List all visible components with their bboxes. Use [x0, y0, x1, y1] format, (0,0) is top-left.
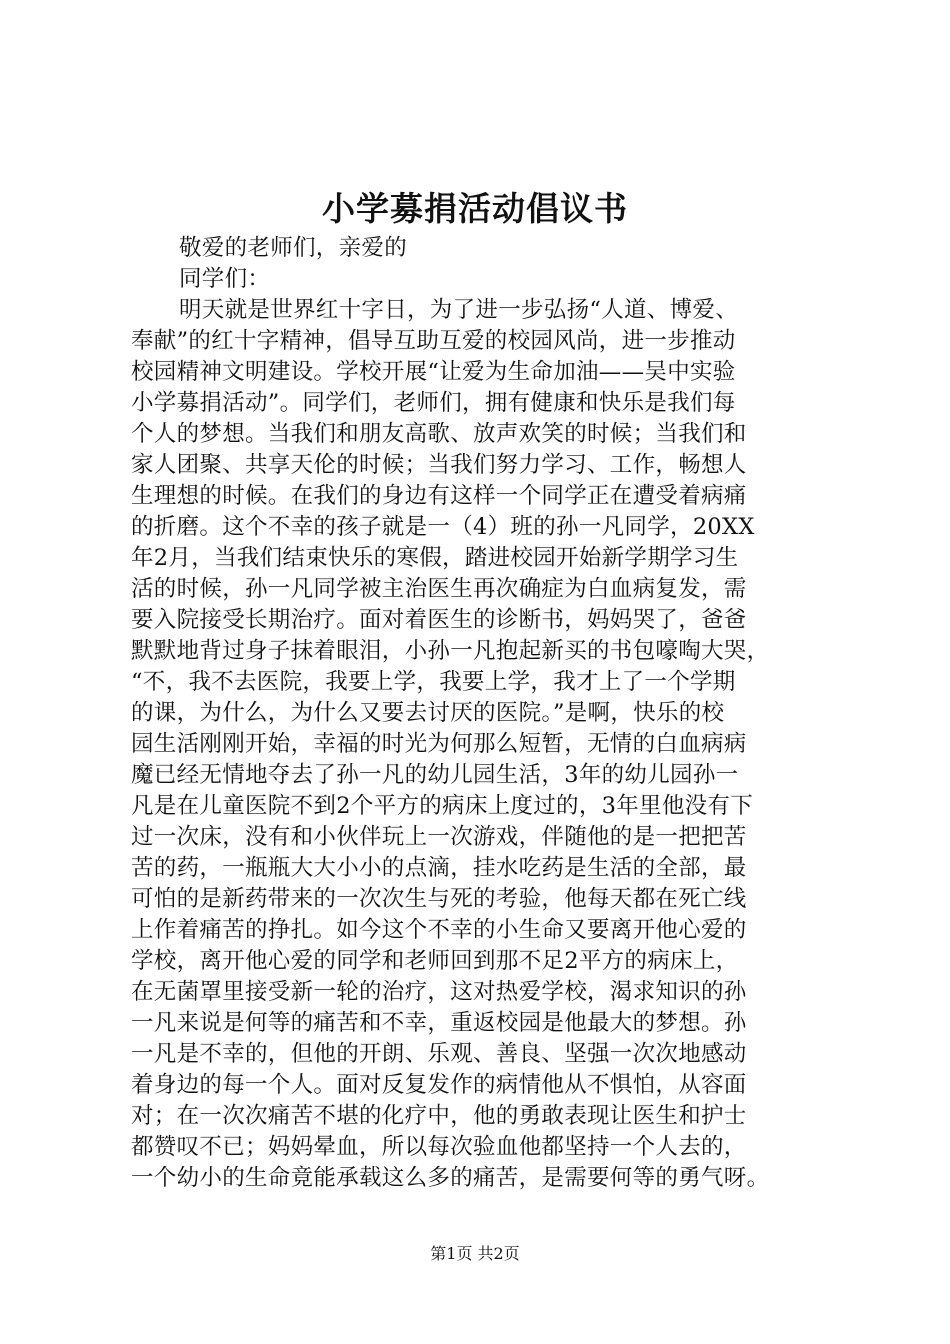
body-line: 生理想的时候。在我们的身边有这样一个同学正在遭受着病痛 [131, 483, 747, 509]
body-line: 校园精神文明建设。学校开展“让爱为生命加油——吴中实验 [131, 359, 736, 385]
salutation-line: 敬爱的老师们，亲爱的 [179, 235, 408, 261]
body-line: 可怕的是新药带来的一次次生与死的考验，他每天都在死亡线 [131, 886, 747, 912]
body-line: 着身边的每一个人。面对反复发作的病情他从不惧怕，从容面 [131, 1072, 747, 1098]
body-line: 魔已经无情地夺去了孙一凡的幼儿园生活，3年的幼儿园孙一 [131, 762, 739, 788]
body-line: 的课，为什么，为什么又要去讨厌的医院。”是啊，快乐的校 [131, 700, 725, 726]
body-line: 明天就是世界红十字日，为了进一步弘扬“人道、博爱、 [179, 297, 739, 323]
body-line: “不，我不去医院，我要上学，我要上学，我才上了一个学期 [131, 669, 736, 695]
body-line: 一个幼小的生命竟能承载这么多的痛苦，是需要何等的勇气呀。 [131, 1165, 770, 1191]
body-line: 奉献”的红十字精神，倡导互助互爱的校园风尚，进一步推动 [131, 328, 736, 354]
body-line: 在无菌罩里接受新一轮的治疗，这对热爱学校，渴求知识的孙 [131, 979, 747, 1005]
body-line: 年2月，当我们结束快乐的寒假，踏进校园开始新学期学习生 [131, 545, 739, 571]
body-line: 的折磨。这个不幸的孩子就是一（4）班的孙一凡同学，20XX [131, 514, 755, 540]
body-line: 小学募捐活动”。同学们，老师们，拥有健康和快乐是我们每 [131, 390, 736, 416]
body-line: 默默地背过身子抹着眼泪，小孙一凡抱起新买的书包嚎啕大哭， [131, 638, 770, 664]
body-line: 个人的梦想。当我们和朋友高歌、放声欢笑的时候；当我们和 [131, 421, 747, 447]
document-title: 小学募捐活动倡议书 [322, 189, 628, 228]
body-line: 一凡来说是何等的痛苦和不幸，重返校园是他最大的梦想。孙 [131, 1010, 747, 1036]
body-line: 凡是在儿童医院不到2个平方的病床上度过的，3年里他没有下 [131, 793, 754, 819]
body-line: 苦的药，一瓶瓶大大小小的点滴，挂水吃药是生活的全部，最 [131, 855, 747, 881]
body-line: 活的时候，孙一凡同学被主治医生再次确症为白血病复发，需 [131, 576, 747, 602]
body-line: 园生活刚刚开始，幸福的时光为何那么短暂，无情的白血病病 [131, 731, 747, 757]
body-line: 一凡是不幸的，但他的开朗、乐观、善良、坚强一次次地感动 [131, 1041, 747, 1067]
body-line: 都赞叹不已；妈妈晕血，所以每次验血他都坚持一个人去的， [131, 1134, 747, 1160]
body-line: 上作着痛苦的挣扎。如今这个不幸的小生命又要离开他心爱的 [131, 917, 747, 943]
body-line: 对；在一次次痛苦不堪的化疗中，他的勇敢表现让医生和护士 [131, 1103, 747, 1129]
body-line: 要入院接受长期治疗。面对着医生的诊断书，妈妈哭了，爸爸 [131, 607, 747, 633]
body-line: 家人团聚、共享天伦的时候；当我们努力学习、工作，畅想人 [131, 452, 747, 478]
body-line: 过一次床，没有和小伙伴玩上一次游戏，伴随他的是一把把苦 [131, 824, 747, 850]
document-body [131, 233, 831, 1194]
salutation-line: 同学们： [179, 266, 271, 292]
page-number-footer: 第1页 共2页 [430, 1244, 520, 1263]
body-line: 学校，离开他心爱的同学和老师回到那不足2平方的病床上， [131, 948, 739, 974]
